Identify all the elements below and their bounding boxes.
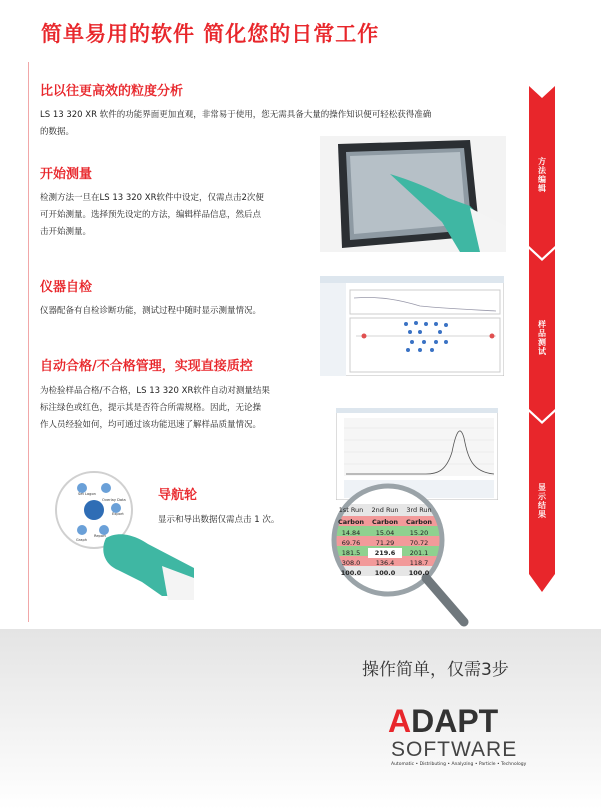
wheel-item-overlay[interactable]: Overlay Data (102, 498, 126, 502)
cell: 100.0 (374, 569, 396, 577)
section-body-qc (40, 383, 330, 434)
wheel-item-export[interactable]: Export (112, 512, 124, 516)
col-header: 2nd Run (371, 506, 399, 514)
table-row (334, 558, 460, 568)
section-heading-start: 开始测量 (40, 167, 93, 182)
body-line: 检测方法一旦在LS 13 320 XR软件中设定，仅需点击2次便 (40, 193, 264, 203)
left-divider (28, 62, 29, 622)
section-heading-selfcheck: 仪器自检 (40, 280, 93, 295)
footer (0, 629, 601, 810)
adapt-logo-a: A (388, 703, 412, 739)
adapt-logo (388, 703, 498, 740)
magnifier-table-text (334, 504, 460, 578)
cell: 70.72 (409, 539, 429, 547)
table-row (334, 538, 460, 548)
body-line: 仪器配备有自检诊断功能，测试过程中随时显示测量情况。 (40, 306, 262, 316)
body-line: 可开始测量。选择预先设定的方法，编辑样品信息，然后点 (40, 210, 262, 220)
col-sublabel: Carbon (337, 518, 365, 526)
cell: 100.0 (340, 569, 362, 577)
table-row (334, 548, 460, 558)
section-heading-wheel: 导航轮 (158, 488, 198, 503)
page-title: 简单易用的软件 简化您的日常工作 (41, 22, 380, 46)
step-show-results: 显示结果 (537, 483, 547, 519)
cell: 201.1 (409, 549, 429, 557)
body-line: 标注绿色或红色，提示其是否符合所需规格。因此，无论操 (40, 403, 262, 413)
cell: 100.0 (408, 569, 430, 577)
col-header: 1st Run (338, 506, 364, 514)
cell: 14.84 (341, 529, 361, 537)
cell: 15.04 (375, 529, 395, 537)
cell: 136.4 (375, 559, 395, 567)
table-row (334, 568, 460, 578)
brand-tagline: Automatic • Distributing • Analyzing • Particle • Technology (391, 762, 527, 767)
wheel-item-setlogon[interactable]: Set Logon (78, 492, 96, 496)
section-heading-qc: 自动合格/不合格管理，实现直接质控 (40, 359, 253, 374)
navigation-wheel-photo (44, 470, 194, 600)
adapt-logo-rest: DAPT (411, 703, 499, 739)
selfcheck-screenshot (320, 276, 504, 376)
body-line: 显示和导出数据仅需点击 1 次。 (158, 515, 280, 525)
col-sublabel: Carbon (405, 518, 433, 526)
cell: 71.29 (375, 539, 395, 547)
section-body-start (40, 190, 320, 241)
step-sample-test: 样品测试 (537, 320, 547, 356)
cell: 118.7 (409, 559, 429, 567)
cell: 15.20 (409, 529, 429, 537)
software-wordmark: SOFTWARE (391, 738, 518, 761)
body-line: 击开始测量。 (40, 227, 92, 237)
body-line: 的数据。 (40, 127, 75, 137)
section-body-selfcheck (40, 303, 320, 320)
body-line: 作人员经验如何，均可通过该功能迅速了解样品质量情况。 (40, 420, 262, 430)
body-line: LS 13 320 XR 软件的功能界面更加直观，非常易于使用，您无需具备大量的操作知识便可轻松获得准确 (40, 110, 432, 120)
cell: 69.76 (341, 539, 361, 547)
col-sublabel: Carbon (371, 518, 399, 526)
step-method-edit: 方法编辑 (537, 157, 547, 193)
wheel-item-report[interactable]: Report (94, 534, 106, 538)
cell: 308.0 (341, 559, 361, 567)
cell: 181.5 (341, 549, 361, 557)
wheel-item-graph[interactable]: Graph (76, 538, 88, 542)
section-heading-analysis: 比以往更高效的粒度分析 (40, 84, 184, 99)
table-row (334, 528, 460, 538)
body-line: 为检验样品合格/不合格，LS 13 320 XR软件自动对测量结果 (40, 386, 270, 396)
col-header: 3rd Run (406, 506, 432, 514)
cell: 219.6 (368, 548, 402, 558)
touchscreen-photo (320, 136, 506, 252)
footer-tagline: 操作简单，仅需3步 (362, 660, 509, 680)
